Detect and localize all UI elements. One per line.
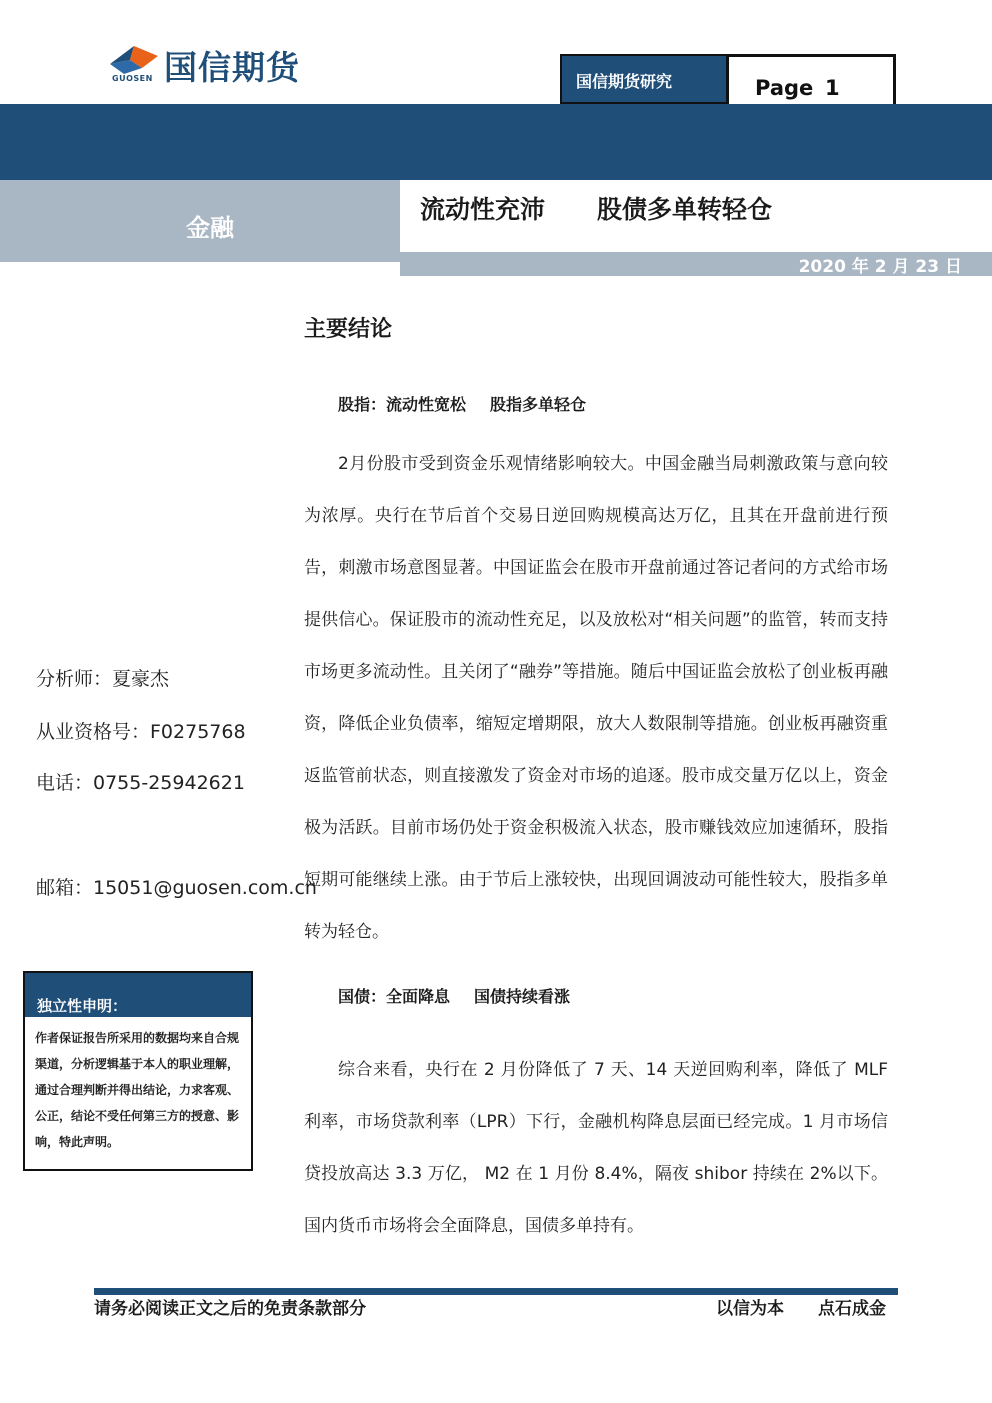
page-indicator-box [726,54,896,106]
sector-label: 金融 [186,214,234,242]
independence-statement [23,971,253,1171]
footer-disclaimer: 请务必阅读正文之后的免责条款部分 [94,1299,366,1319]
title-right: 股债多单转轻仓 [597,195,773,224]
page-number: 1 [825,76,840,100]
report-date: 2020 年 2 月 23 日 [798,257,962,277]
logo-text: 国信期货 [164,48,300,87]
footer-motto-right: 点石成金 [818,1299,886,1319]
company-logo [108,40,338,88]
stock-heading-left: 股指：流动性宽松 [338,395,467,414]
section-title: 主要结论 [304,317,393,342]
bond-heading-left: 国债：全面降息 [338,987,451,1006]
stock-paragraph: 2月份股市受到资金乐观情绪影响较大。中国金融当局刺激政策与意向较为浓厚。央行在节后首个交易日逆回购规模高达万亿，且其在开盘前进行预告，刺激市场意图显著。中国证监会在股市开盘前通过答记者问的方式给市场提供信心。保证股市的流动性充足，以及放松对“相关问题”的监管，转而支持市场更多流动性。且关闭了“融券”等措施。随后中国证监会放松了创业板再融资，降低企业负债率，缩短定增期限，放大人数限制等措施。创业板再融资重返监管前状态，则直接激发了资金对市场的追逐。股市成交量万亿以上，资金极为活跃。目前市场仍处于资金积极流入状态，股市赚钱效应加速循环，股指短期可能继续上涨。由于节后上涨较快，出现回调波动可能性较大，股指多单转为轻仓。 [304,454,888,942]
independence-body: 作者保证报告所采用的数据均来自合规渠道，分析逻辑基于本人的职业理解，通过合理判断并得出结论，力求客观、公正，结论不受任何第三方的授意、影响，特此声明。 [35,1031,240,1149]
analyst-phone: 电话：0755-25942621 [36,772,245,794]
analyst-name: 分析师：夏豪杰 [36,668,170,690]
sector-box [0,180,400,262]
bond-heading [338,984,570,1007]
title-left: 流动性充沛 [420,195,546,224]
stock-heading-right: 股指多单轻仓 [490,395,587,414]
page-label: Page [755,76,814,100]
independence-title: 独立性申明： [37,997,128,1015]
research-label: 国信期货研究 [576,72,673,91]
footer-motto [716,1294,886,1319]
research-label-box [560,54,728,104]
independence-header [25,973,251,1017]
footer-motto-left: 以信为本 [716,1299,784,1319]
date-bar [400,252,992,276]
logo-subtext: GUOSEN [112,74,153,83]
bond-heading-right: 国债持续看涨 [474,987,571,1006]
analyst-license: 从业资格号：F0275768 [36,721,246,743]
stock-heading [338,392,586,415]
analyst-email: 邮箱：15051@guosen.com.cn [36,877,317,899]
report-title [420,190,772,226]
header-band [0,104,992,180]
bond-paragraph: 综合来看，央行在 2 月份降低了 7 天、14 天逆回购利率，降低了 MLF 利率，市场贷款利率（LPR）下行，金融机构降息层面已经完成。1 月市场信贷投放高达 3.3 万亿， M2 在 1 月份 8.4%，隔夜 shibor 持续在 2%以下。国内货币市场将会全面降息，国债多单持有。 [304,1060,888,1236]
